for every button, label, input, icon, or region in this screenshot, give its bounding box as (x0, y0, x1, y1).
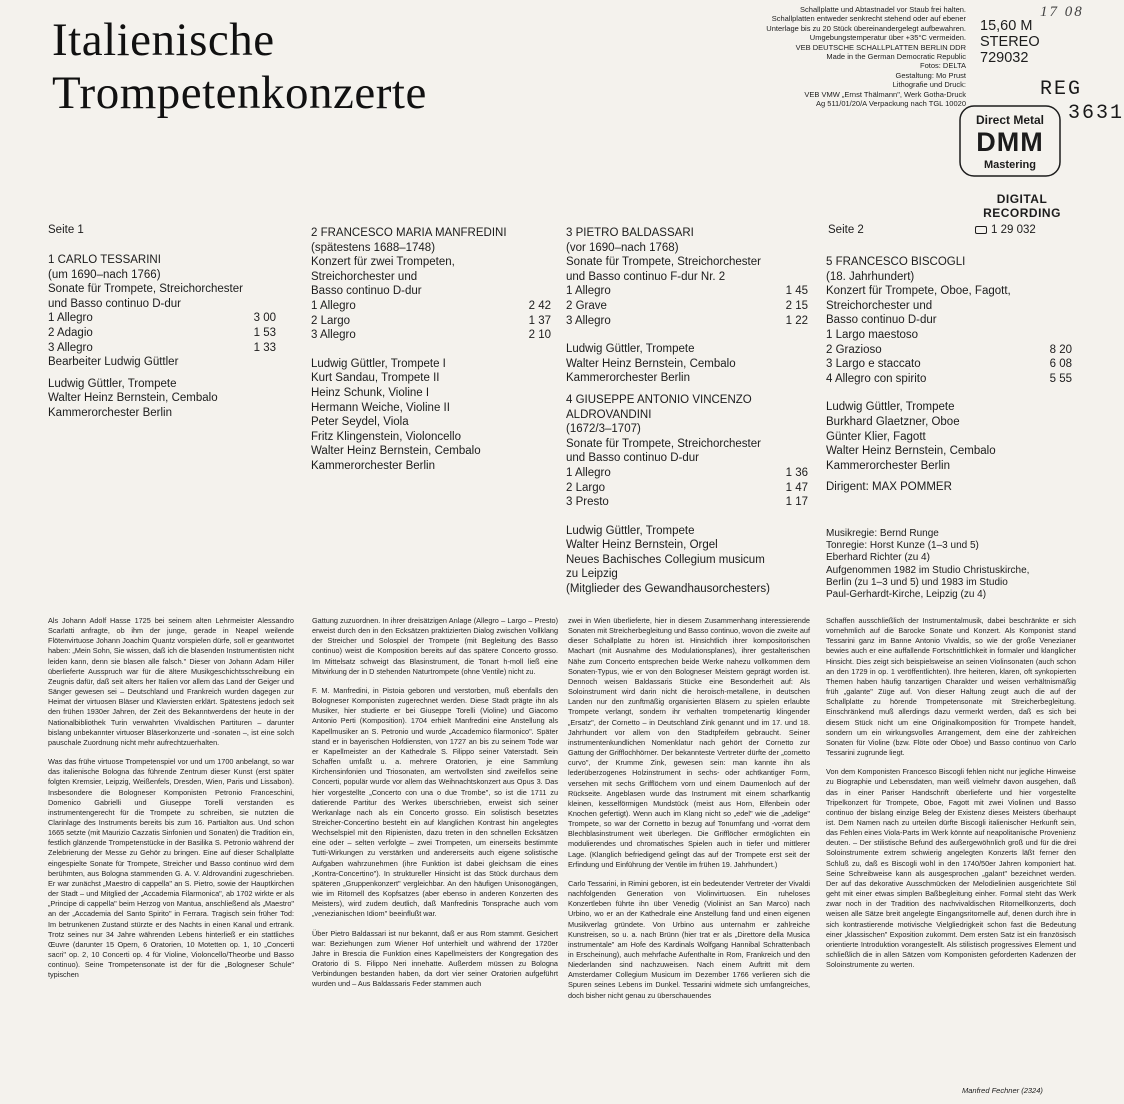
dmm-logo-text: DMM (976, 127, 1044, 157)
movement-row (566, 299, 808, 314)
movement-name: 3 Allegro (48, 341, 93, 354)
work-2 (311, 226, 551, 474)
movement-row (311, 299, 551, 314)
price: 15,60 M (980, 18, 1033, 34)
work-desc: Konzert für zwei Trompeten, (311, 256, 455, 269)
performer: Kammerorchester Berlin (48, 406, 172, 419)
dmm-bottom-text: Mastering (984, 159, 1036, 171)
performer: Burkhard Glaetzner, Oboe (826, 415, 960, 428)
album-title (52, 14, 612, 120)
credit-line: Umgebungstemperatur über +35°C vermeiden. (809, 33, 966, 43)
dmm-top-text: Direct Metal (975, 113, 1045, 127)
handwritten-number: 3631 (1068, 102, 1124, 125)
credit-line: Unterlage bis zu 20 Stück übereinandergelegt aufbewahren. (766, 23, 966, 33)
liner-notes-col4 (826, 616, 1076, 1080)
movement-row (48, 311, 276, 326)
movement-row (826, 357, 1072, 372)
performer: Kammerorchester Berlin (826, 459, 950, 472)
work-desc: Sonate für Trompete, Streichorchester (48, 283, 243, 296)
movement-name: 1 Allegro (566, 466, 611, 479)
digital-recording-label (972, 192, 1072, 220)
credit-line: Lithografie und Druck: (892, 80, 966, 90)
credit-line: Made in the German Democratic Republic (826, 52, 966, 62)
performer: Kammerorchester Berlin (566, 372, 690, 385)
work-desc: und Basso continuo D-dur (566, 452, 699, 465)
work-dates: (1672/3–1707) (566, 423, 641, 436)
liner-notes-col3 (568, 616, 810, 1100)
performer: Walter Heinz Bernstein, Cembalo (826, 445, 996, 458)
catalog-info (980, 18, 1040, 66)
work-title: 4 GIUSEPPE ANTONIO VINCENZO (566, 393, 752, 406)
album-title-line1: Italienische (52, 14, 275, 66)
movement-time: 2 15 (785, 299, 808, 312)
production-line: Eberhard Richter (zu 4) (826, 552, 930, 564)
performer: Peter Seydel, Viola (311, 416, 409, 429)
movement-row (48, 341, 276, 356)
performer: zu Leipzig (566, 568, 618, 581)
movement-row (566, 284, 808, 299)
movement-time: 5 55 (1049, 372, 1072, 385)
tape-icon (975, 226, 987, 234)
reg-stamp: REG (1040, 78, 1083, 101)
movement-time: 1 22 (785, 314, 808, 327)
recording-info (826, 528, 1076, 601)
movement-time: 2 10 (528, 329, 551, 342)
movement-row (566, 495, 808, 510)
work-title: 1 CARLO TESSARINI (48, 254, 161, 266)
performer: Heinz Schunk, Violine I (311, 386, 430, 399)
handwritten-note: 17 08 (1040, 4, 1084, 20)
movement-row (311, 314, 551, 329)
work-3 (566, 226, 808, 597)
work-title: 5 FRANCESCO BISCOGLI (826, 256, 966, 268)
production-credits (706, 5, 966, 108)
note-paragraph: zwei in Wien überlieferte, hier in diesem Zusammenhang interessierende Sonaten mit Streicherbegleitung und Basso continuo, wovon die zweite auf dieser Schallplatte zu hören ist. Hinsichtlich ihrer kompositorischen Machart (mit Ausnahme des Modulationsplanes), ihrer gestalterischen Nähe zum Concerto entsprechen beide Werke nahezu vollkommen dem Sonaten-Typus, wie er von den Bologneser Meistern geprägt worden ist. Dennoch weisen Baldassaris Stücke eine Besonderheit auf: Als Soloinstrument wird darin nicht die heroisch-metallene, in deutschen Landen nur den zunftmäßig organisierten Bläsern zu spielen erlaubte Trompete verlangt, sondern ihr verhalten trompetenartig klingender „Ersatz", der Cornetto – in Deutschland Zink genannt und im 17. und 18. Jahrhundert vor allem von den Stadtpfeifern gebraucht. Seiner instrumentenkundlichen Nomenklatur nach gehört der Cornetto zur Gattung der Grifflochhörner. Der bekannteste Vertreter dürfte der „cornetto curvo", der Krumme Zink, gewesen sein: man kannte ihn als lederüberzogenes Holzinstrument in sechs- oder achtkantiger Form, versehen mit sechs Grifflöchern vorn und einem Daumenloch auf der Rückseite. Angeblasen wurde das Instrument mit einem scharfkantig kleinen, kesselförmigen Mundstück (meist aus Horn, Elfenbein oder Knochen gefertigt). Wenn auch im Klang nicht so „edel" wie die „adelige" Trompete, so war der Cornetto in bezug auf Tonumfang und -vorrat dem Blechblasinstrument weit überlegen. Die Grifflöcher ermöglichten ein modulierendes und chromatisches Spielen auch in tiefer und mittlerer Lage. (Klanglich befriedigend gelingt das auf der Trompete erst seit der Erfindung und Einführung der Ventile im frühen 19. Jahrhundert.) (568, 616, 810, 869)
work-desc: Basso continuo D-dur (311, 285, 422, 298)
movement-name: 1 Allegro (566, 285, 611, 298)
movement-row (311, 328, 551, 343)
movement-row (566, 481, 808, 496)
work-5 (826, 255, 1072, 495)
credit-line: Schallplatten entweder senkrecht stehend oder auf ebener (771, 14, 966, 24)
work-desc: und Basso continuo F-dur Nr. 2 (566, 270, 726, 283)
work-desc: Sonate für Trompete, Streichorchester (566, 256, 761, 269)
credit-line: Schallplatte und Abtastnadel vor Staub frei halten. (800, 5, 966, 14)
performer: Günter Klier, Fagott (826, 430, 926, 443)
performer: Kurt Sandau, Trompete II (311, 372, 440, 385)
ensemble-note: (Mitglieder des Gewandhausorchesters) (566, 583, 770, 596)
credit-line: VEB VMW „Ernst Thälmann", Werk Gotha-Druck (804, 89, 966, 99)
note-paragraph: Schaffen ausschließlich der Instrumentalmusik, dabei beschränkte er sich vornehmlich auf die Barocke Sonate und Konzert. Als Komponist stand Tessarini ganz im Banne Antonio Vivaldis, so wie der große Venezianer bewies auch er eine auffallende Fortschrittlichkeit in formaler und klanglicher Hinsicht. Dies zeigt sich beispielsweise an seinen Violinsonaten (auch schon an den 1729 in op. 1 veröffentlichten). Ihre heiteren, klaren, oft synkopierten Themen haben häufig tanzartigen Charakter und weisen verhältnismäßig früh „galante" Züge auf. Von dieser Haltung zeugt auch die auf der Schallplatte zu hörende Trompetensonate mit Streicherbegleitung. Einschränkend muß allerdings dazu vermerkt werden, daß es sich bei diesem Stück nicht um eine Originalkomposition für Trompete handelt, sondern um ein wirkungsvolles Arrangement, dem eine der zahlreichen Sonaten für Violine (bzw. Flöte oder Oboe) und Basso continuo von Carlo Tessarini zugrunde liegt. (826, 616, 1076, 758)
movement-row (826, 328, 1072, 343)
work-title-cont: ALDROVANDINI (566, 408, 652, 421)
production-line: Paul-Gerhardt-Kirche, Leipzig (zu 4) (826, 589, 987, 601)
performer: Ludwig Güttler, Trompete (566, 524, 695, 537)
movement-time: 6 08 (1049, 358, 1072, 371)
side1-label: Seite 1 (48, 224, 84, 236)
performer: Ludwig Güttler, Trompete (566, 343, 695, 356)
movement-time: 1 45 (785, 285, 808, 298)
credit-line: Fotos: DELTA (920, 61, 966, 71)
work-dates: (vor 1690–nach 1768) (566, 241, 679, 254)
movement-row (566, 314, 808, 329)
work-title: 3 PIETRO BALDASSARI (566, 227, 694, 239)
movement-name: 4 Allegro con spirito (826, 372, 927, 385)
dmm-logo (958, 104, 1078, 179)
liner-notes-col1 (48, 616, 294, 1100)
conductor: Dirigent: MAX POMMER (826, 481, 952, 494)
credit-line: Ag 511/01/20/A Verpackung nach TGL 10020 (816, 99, 966, 109)
work-desc: und Basso continuo D-dur (48, 297, 181, 310)
movement-time: 1 36 (785, 466, 808, 479)
side2-code-text: 1 29 032 (991, 224, 1036, 236)
movement-name: 3 Allegro (566, 314, 611, 327)
work-desc: Basso continuo D-dur (826, 314, 937, 327)
movement-time: 8 20 (1049, 343, 1072, 356)
movement-name: 2 Grazioso (826, 343, 882, 356)
performer: Fritz Klingenstein, Violoncello (311, 430, 462, 443)
movement-time: 2 42 (528, 299, 551, 312)
work-arranger: Bearbeiter Ludwig Güttler (48, 356, 179, 369)
work-desc: Konzert für Trompete, Oboe, Fagott, (826, 285, 1011, 298)
movement-time: 1 53 (253, 326, 276, 339)
work-title: 2 FRANCESCO MARIA MANFREDINI (311, 227, 507, 239)
performer: Walter Heinz Bernstein, Cembalo (48, 392, 218, 405)
performer: Ludwig Güttler, Trompete I (311, 357, 446, 370)
liner-notes-col2 (312, 616, 558, 1100)
note-paragraph: Als Johann Adolf Hasse 1725 bei seinem alten Lehrmeister Alessandro Scarlatti anfragte, ob ihm der junge, gerade in Neapel weilende Flötenvirtuose Johann Joachim Quantz vorspielen dürfe, soll er geantwortet haben: „Mein Sohn, Sie wissen, daß ich die blasenden Instrumentisten nicht leiden kann, denn sie blasen alle falsch." Dieser von Johann Adam Hiller überlieferte Ausspruch war für die ältere Musikgeschichtsschreibung ein Zeugnis dafür, daß seit alters her Italien vor allem das Land der Geiger und Sänger gewesen sei – Deutschland und Frankreich wurden dagegen zur Heimat der virtuosen Bläser und Klaviersten erklärt. Spätestens jedoch seit den frühen 1930er Jahren, der Zeit des Bekanntwerdens der heute in der Nationalbibliothek Turin verwahrten Vivaldischen Partituren – darunter bislang unbekannter virtuoser Bläserkonzerte und -sonaten –, ist eine solch pauschale Zuordnung nicht mehr aufrechtzuerhalten. (48, 616, 294, 747)
note-paragraph: Gattung zuzuordnen. In ihrer dreisätzigen Anlage (Allegro – Largo – Presto) erweist durch den in den Ecksätzen praktizierten Dialog zwischen Vollklang der Streicher und Solospiel der Trompete (mit Begleitung des Basso continuo) weist die Komposition bereits auf das spätere Concerto grosso. Im Mittelsatz schweigt das Blasinstrument, die Tonart h-moll ließ eine Mitwirkung der in D stehenden Naturtrompete (ohne Ventile) nicht zu. (312, 616, 558, 676)
note-paragraph: F. M. Manfredini, in Pistoia geboren und verstorben, muß ebenfalls den Bologneser Komponisten zugerechnet werden. Diese Stadt prägte ihn als Musiker, hier studierte er bei Giuseppe Torelli (Violine) und Giacomo Antonio Perti (Komposition). 1704 erhielt Manfredini eine Anstellung als Kapellmusiker an S. Petronio und wurde „Accademico filarmonico". Später stand er in bayerischen Hofdiensten, von 1727 an bis zu seinem Tode war er Kapellmeister an der Kathedrale S. Filippo seiner Vaterstadt. Sein Schaffen umfaßt u. a. mehrere Oratorien, je eine Sammlung Kirchensinfonien und Triosonaten, am wertvollsten sind zweifellos seine Concerti, populär wurde vor allem das Weihnachtskonzert aus Opus 3. Das hier vorgestellte „Concerto con una o due Trombe", so ist die 1711 zu datierende Partitur des Werkes überschrieben, erweist sich seiner Werkanlage nach als ein Concerto grosso. Ein solistisch besetztes Streicher-Concertino besteht ein auf klanglichen Kontrast hin angelegtes Wechselspiel mit den Ripienisten, dazu treten in den schnellen Ecksätzen eine oder – selten verfolgte – zwei Trompeten, um einerseits bestimmte Tutti-Wirkungen zu verstärken und andererseits auch eigene solistische Aufgaben wahrzunehmen (ihre Funktion ist dabei gleichsam die eines „Kontra-Concertino"). In struktureller Hinsicht ist das Stück durchaus dem späteren „Gruppenkonzert" vergleichbar. An den häufigen Unisonogängen, wie im Ritornell des Kopfsatzes (aber ebenso in anderen Konzerten des Meisters), wird zudem deutlich, daß Manfredinis Tonsprache auch vom „venezianischen Idiom" beeinflußt war. (312, 685, 558, 919)
side2-label: Seite 2 (828, 224, 864, 236)
performer: Hermann Weiche, Violine II (311, 401, 450, 414)
performer: Ludwig Güttler, Trompete (826, 401, 955, 414)
work-dates: (spätestens 1688–1748) (311, 241, 436, 254)
movement-time: 1 33 (253, 341, 276, 354)
performer: Neues Bachisches Collegium musicum (566, 553, 765, 566)
work-desc: Streichorchester und (311, 270, 418, 283)
performer: Ludwig Güttler, Trompete (48, 377, 177, 390)
movement-name: 1 Allegro (48, 312, 93, 325)
movement-row (566, 466, 808, 481)
movement-time: 3 00 (253, 312, 276, 325)
movement-time: 1 37 (528, 314, 551, 327)
stereo-label: STEREO (980, 34, 1040, 50)
movement-time: 1 47 (785, 481, 808, 494)
performer: Walter Heinz Bernstein, Cembalo (566, 357, 736, 370)
performer: Walter Heinz Bernstein, Orgel (566, 539, 718, 552)
production-line: Aufgenommen 1982 im Studio Christuskirche, (826, 564, 1030, 576)
movement-name: 2 Largo (566, 481, 606, 494)
movement-name: 2 Largo (311, 314, 351, 327)
work-dates: (18. Jahrhundert) (826, 270, 915, 283)
work-dates: (um 1690–nach 1766) (48, 268, 161, 281)
note-paragraph: Über Pietro Baldassari ist nur bekannt, daß er aus Rom stammt. Gesichert war: Beziehungen zum Wiener Hof unterhielt und während der 1720er Jahre in Brescia die Funktion eines Kapellmeisters der Kongregation des Oratorio di S. Filippo Neri innehatte. Außerdem müssen zu Bologna Verbindungen bestanden haben, da dort vier seiner Oratorien aufgeführt wurden und – Aus Baldassaris Feder stammen auch (312, 928, 558, 989)
performer: Walter Heinz Bernstein, Cembalo (311, 445, 481, 458)
production-line: Tonregie: Horst Kunze (1–3 und 5) (826, 540, 979, 552)
author-signature: Manfred Fechner (2324) (962, 1086, 1043, 1095)
movement-name: 1 Allegro (311, 299, 356, 312)
catalog-number: 729032 (980, 50, 1029, 66)
movement-name: 2 Grave (566, 299, 607, 312)
note-paragraph: Carlo Tessarini, in Rimini geboren, ist ein bedeutender Vertreter der Vivaldi nachfolgenden Generation von Violinvirtuosen. Ein ruheloses Konzertleben führte ihn über Venedig (Violinist an San Marco) nach Urbino, wo er an der Kathedrale eine Anstellung fand und einen eigenen Musikverlag gründete. Von Urbino aus unternahm er zahlreiche Kunstreisen, so u. a. nach Brünn (hier trat er als „Direttore della Musica instrumentale" am Hofe des Kardinals Wolfgang Hannibal Schrattenbach in Erscheinung), auch mehrfache Aufenthalte in Rom, Frankreich und den Niederlanden sind nachzuweisen. Nach einem Auftritt mit dem Amsterdamer Collegium Musicum im Dezember 1766 verlieren sich die Spuren seines Lebens im Dunkel. Tessarini widmete sich umfangreiches, doch bisher nicht genau zu überschauendes (568, 878, 810, 1000)
production-line: Musikregie: Bernd Runge (826, 528, 939, 539)
movement-name: 1 Largo maestoso (826, 328, 919, 341)
side2-code (975, 224, 1036, 236)
work-desc: Sonate für Trompete, Streichorchester (566, 437, 761, 450)
work-desc: Streichorchester und (826, 299, 933, 312)
movement-name: 3 Presto (566, 496, 609, 509)
credit-line: VEB DEUTSCHE SCHALLPLATTEN BERLIN DDR (795, 42, 966, 52)
digital-line2: RECORDING (983, 206, 1061, 220)
movement-time: 1 17 (785, 496, 808, 509)
album-title-line2: Trompetenkonzerte (52, 67, 427, 119)
movement-row (48, 326, 276, 341)
digital-line1: DIGITAL (996, 192, 1048, 206)
movement-row (826, 372, 1072, 387)
production-line: Berlin (zu 1–3 und 5) und 1983 im Studio (826, 576, 1008, 588)
credit-line: Gestaltung: Mo Prust (895, 70, 966, 80)
movement-row (826, 343, 1072, 358)
note-paragraph: Was das frühe virtuose Trompetenspiel vor und um 1700 anbelangt, so war das italienische Bologna das führende Zentrum dieser Kunst (erst später folgten Kremsier, Leipzig, Weißenfels, Dresden, Wien, Paris und Lissabon). Insbesondere die Bologneser Komponisten Petronio Franceschini, Domenico Gabrielli und Giuseppe Torelli verstanden es instrumentengerecht für die Trompete zu schreiben, sie nutzten die Clarinlage des Instruments bereits bis zum 16. Partialton aus. Und schon 1665 setzte (mit Maurizio Cazzatis Sinfonien und Sonaten) die Tradition ein, festlich glänzende Trompetenstücke in der Basilika S. Petronio während der Zelebrierung der Messe zu Gehör zu bringen. Eine auf dieser Schallplatte eingespielte Sonate für Trompete, Streicher und Basso continuo wird dem berühmten, aus Bologna stammenden G. A. V. Aldrovandini zugeschrieben. Er war zunächst „Maestro di cappella" an S. Pietro, sowie der Hauptkirchen der Stadt – und Mitglied der „Accademia Filarmonica", ab 1702 wirkte er als „Principe di cappella" beim Herzog von Mantua, anschließend als „Maestro" an der „Accademia del Santo Spirito" in Ferrara. Tragisch sein früher Tod: Im betrunkenen Zustand stürzte er des Nachts in einen Kanal und ertrank. Trotz seines nur 34 Jahre währenden Lebens hinterließ er ein stattliches Œuvre (darunter 15 Opern, 6 Oratorien, 10 Motetten op. 1, 10 „Concerti sacri" op. 2, 10 Concerti op. 4 für Violine, Violoncello/Theorbe und Basso continuo). Seine Trompetensonate ist der für die „Bologneser Schule" typischen (48, 757, 294, 980)
performer: Kammerorchester Berlin (311, 459, 435, 472)
work-1 (48, 253, 276, 421)
note-paragraph: Von dem Komponisten Francesco Biscogli fehlen nicht nur jegliche Hinweise zu Biographie und Lebensdaten, man weiß vielmehr davon ausgehen, daß das in einer Pariser Handschrift überlieferte und hier vorgestellte Tripelkonzert für Trompete, Oboe, Fagott mit zwei Violinen und Basso continuo der bislang einzige Beleg der Existenz dieses Meisters überhaupt ist. Dem Namen nach zu urteilen dürfte Biscogli italienischer Herkunft sein, das Fehlen eines Viola-Parts im Werk könnte auf neapolitanische Provenienz deuten. – Der stilistische Befund des außergewöhnlich groß und für die drei Soloinstrumente extrem schwierig angelegten Konzerts läßt ferner den Schluß zu, daß es Biscogli wohl in den 1740/50er Jahren komponiert hat. Seine Schreibweise kann als ausgesprochen „galant" bezeichnet werden. Der auf das dekorative Ausschmücken der Melodielinien ausgerichtete Stil geht mit einer etwas simplen Baßbegleitung einher. Formal steht das Werk zwar noch in der Tradition des nachvivaldischen Ritornellkonzerts, doch weisen alle Sätze breit angelegte Eingangsritornelle auf, denen durch ihre in sich kontrastierende motivische Vielgliedrigkeit schon fast die Bedeutung einer „klassischen" Exposition zukommt. Dem ersten Satz ist ein französisch orientierte Introduktion vorangestellt. Als stilistisch progressives Element und schließlich die in allen Sätzen vom Komponisten geforderten Kadenzen der Soloinstrumente zu werten. (826, 767, 1076, 970)
movement-name: 3 Allegro (311, 329, 356, 342)
movement-name: 2 Adagio (48, 326, 93, 339)
movement-name: 3 Largo e staccato (826, 358, 921, 371)
